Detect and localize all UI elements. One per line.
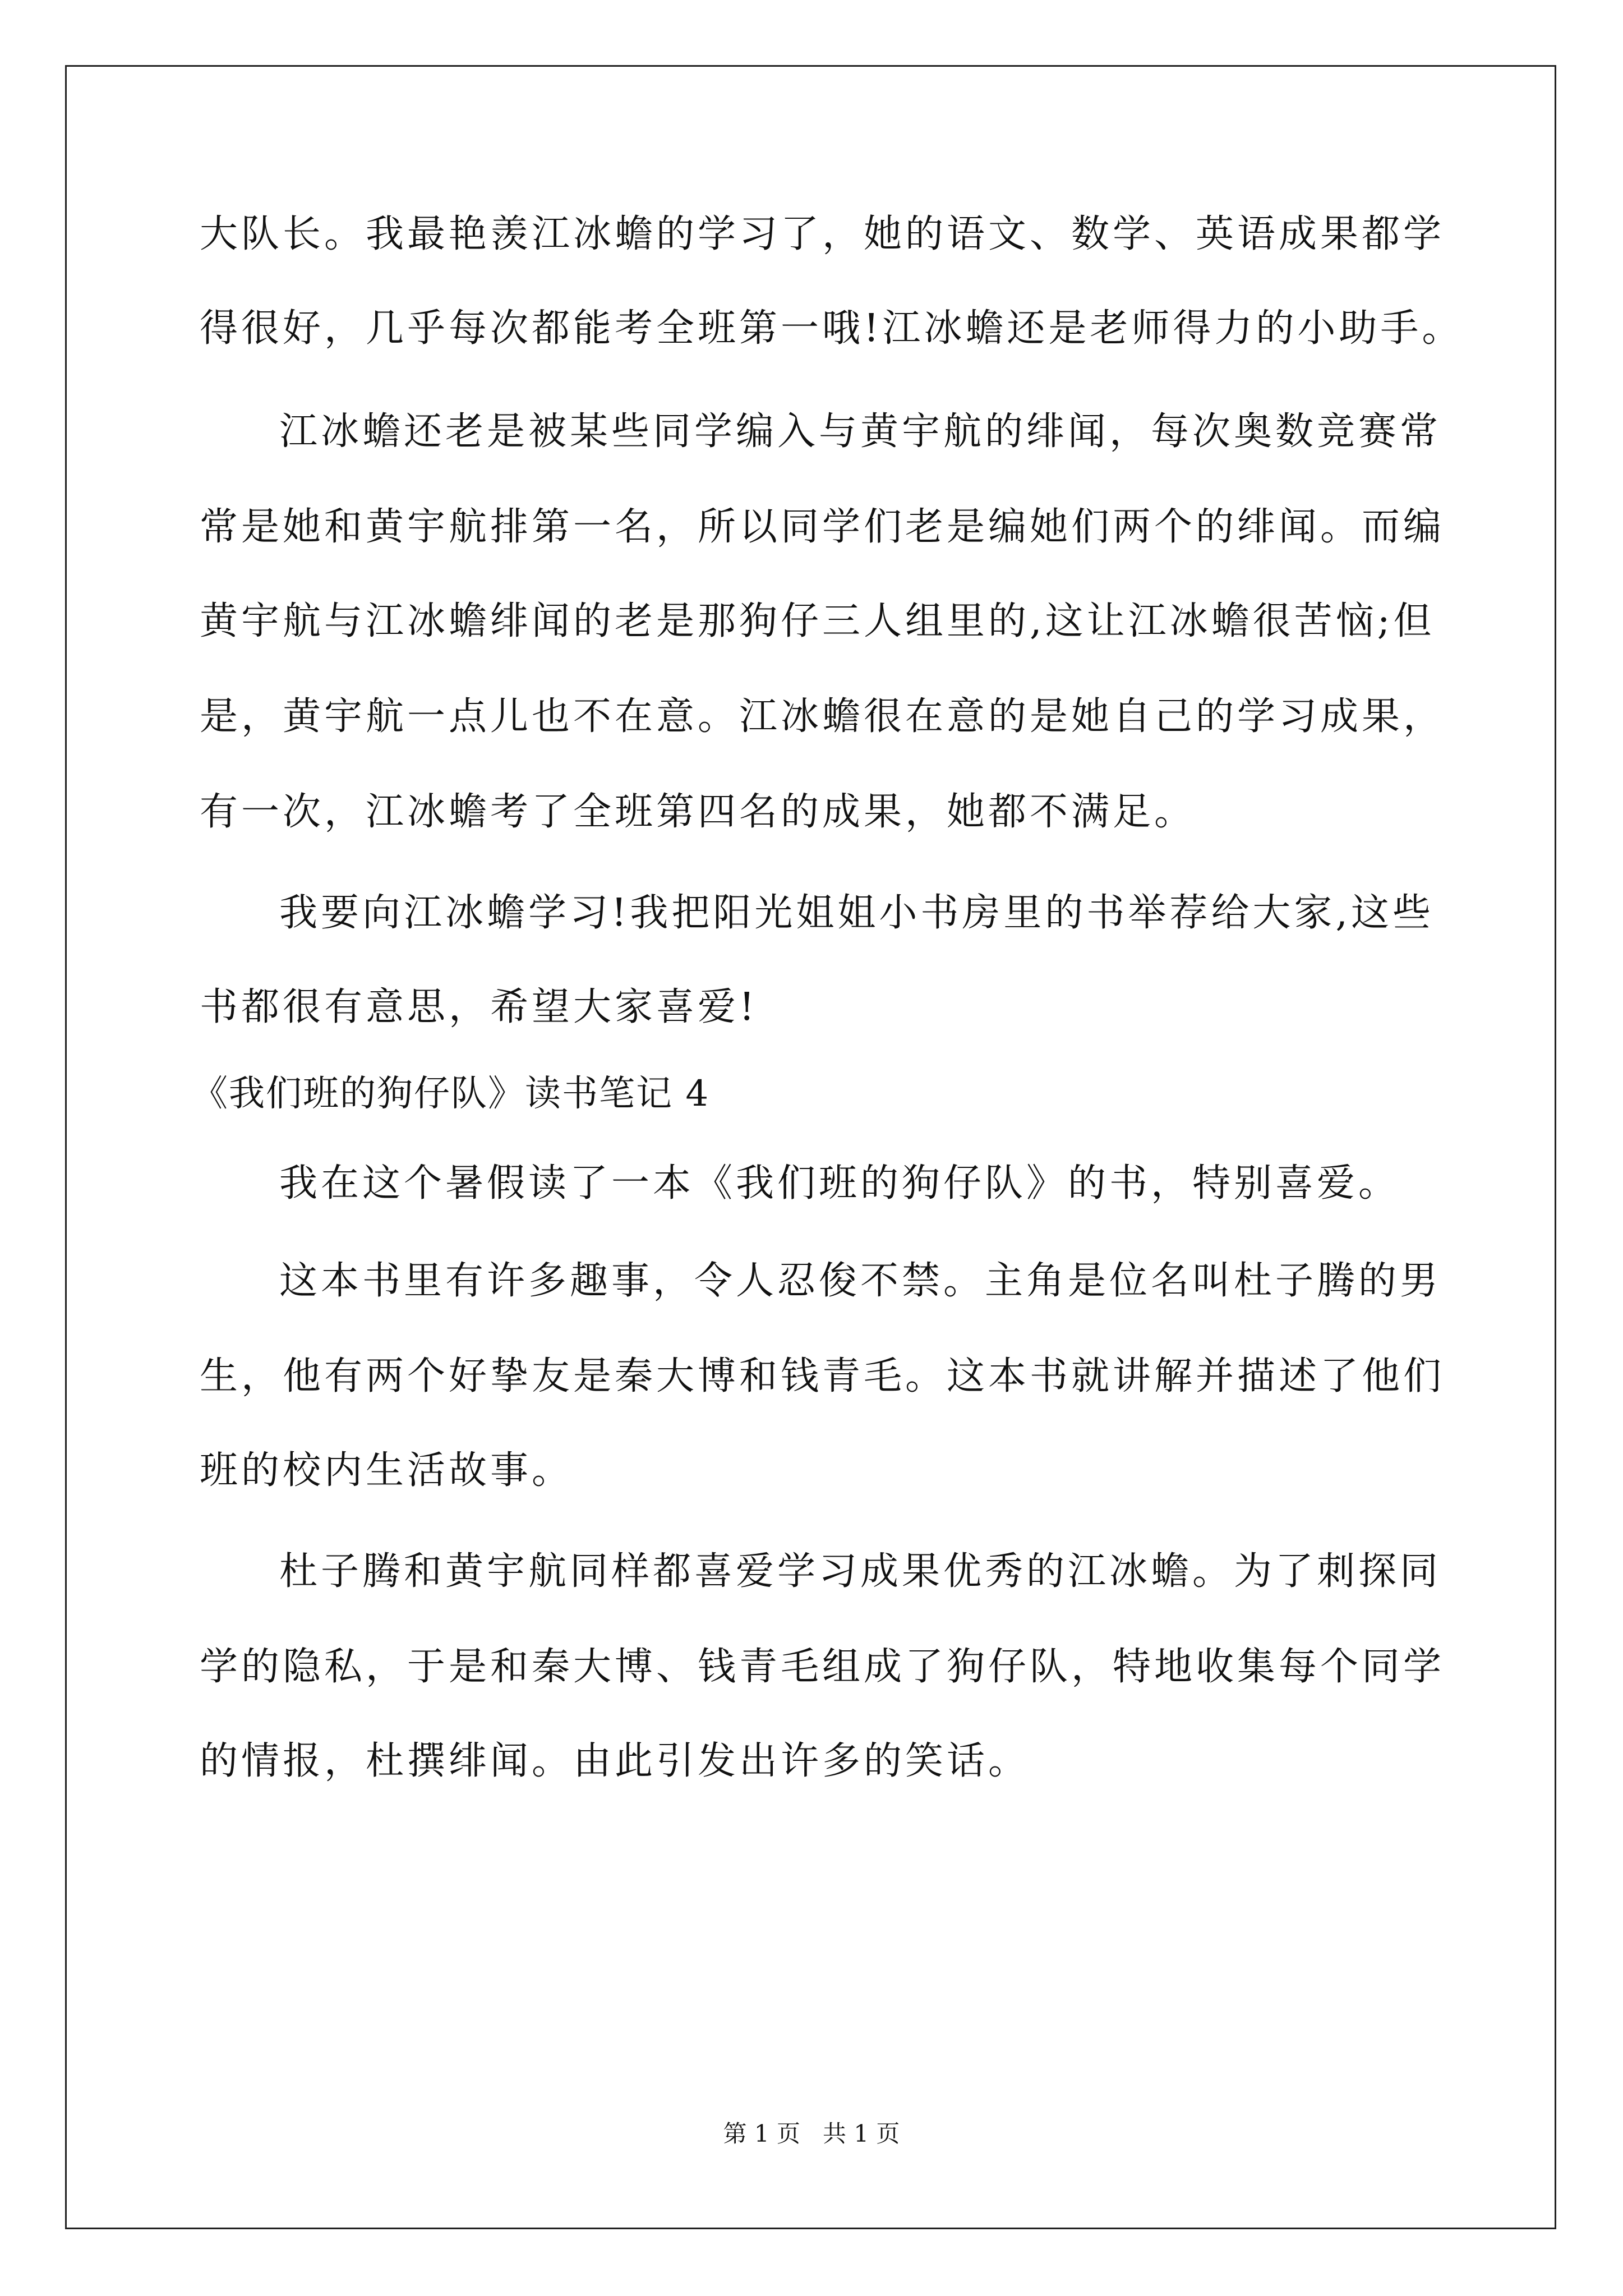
- text-line: 有一次，江冰蟾考了全班第四名的成果，她都不满足。: [200, 790, 1196, 834]
- text-line: 杜子腾和黄宇航同样都喜爱学习成果优秀的江冰蟾。为了刺探同: [279, 1549, 1442, 1594]
- text-line: 这本书里有许多趣事，令人忍俊不禁。主角是位名叫杜子腾的男: [279, 1259, 1442, 1303]
- text-line: 是，黄宇航一点儿也不在意。江冰蟾很在意的是她自己的学习成果，: [200, 694, 1445, 739]
- text-line: 得很好，几乎每次都能考全班第一哦!江冰蟾还是老师得力的小助手。: [200, 306, 1464, 351]
- text-line: 生，他有两个好挚友是秦大博和钱青毛。这本书就讲解并描述了他们: [200, 1354, 1445, 1398]
- text-line: 我在这个暑假读了一本《我们班的狗仔队》的书，特别喜爱。: [279, 1161, 1400, 1205]
- text-line: 常是她和黄宇航排第一名，所以同学们老是编她们两个的绯闻。而编: [200, 505, 1445, 549]
- page-total: 共 1 页: [823, 2120, 900, 2147]
- text-line: 黄宇航与江冰蟾绯闻的老是那狗仔三人组里的,这让江冰蟾很苦恼;但: [200, 599, 1435, 643]
- text-line: 学的隐私，于是和秦大博、钱青毛组成了狗仔队，特地收集每个同学: [200, 1645, 1445, 1689]
- text-line: 班的校内生活故事。: [200, 1448, 574, 1493]
- page-number: 第 1 页: [723, 2120, 800, 2147]
- section-heading: 《我们班的狗仔队》读书笔记 4: [192, 1073, 710, 1115]
- text-line: 大队长。我最艳羡江冰蟾的学习了，她的语文、数学、英语成果都学: [200, 212, 1445, 256]
- text-line: 江冰蟾还老是被某些同学编入与黄宇航的绯闻，每次奥数竞赛常: [279, 409, 1442, 454]
- page-footer: [0, 2118, 1623, 2150]
- text-line: 书都很有意思，希望大家喜爱!: [200, 985, 758, 1029]
- text-line: 我要向江冰蟾学习!我把阳光姐姐小书房里的书举荐给大家,这些: [279, 891, 1434, 935]
- text-line: 的情报，杜撰绯闻。由此引发出许多的笑话。: [200, 1739, 1030, 1783]
- page-frame: [65, 65, 1556, 2229]
